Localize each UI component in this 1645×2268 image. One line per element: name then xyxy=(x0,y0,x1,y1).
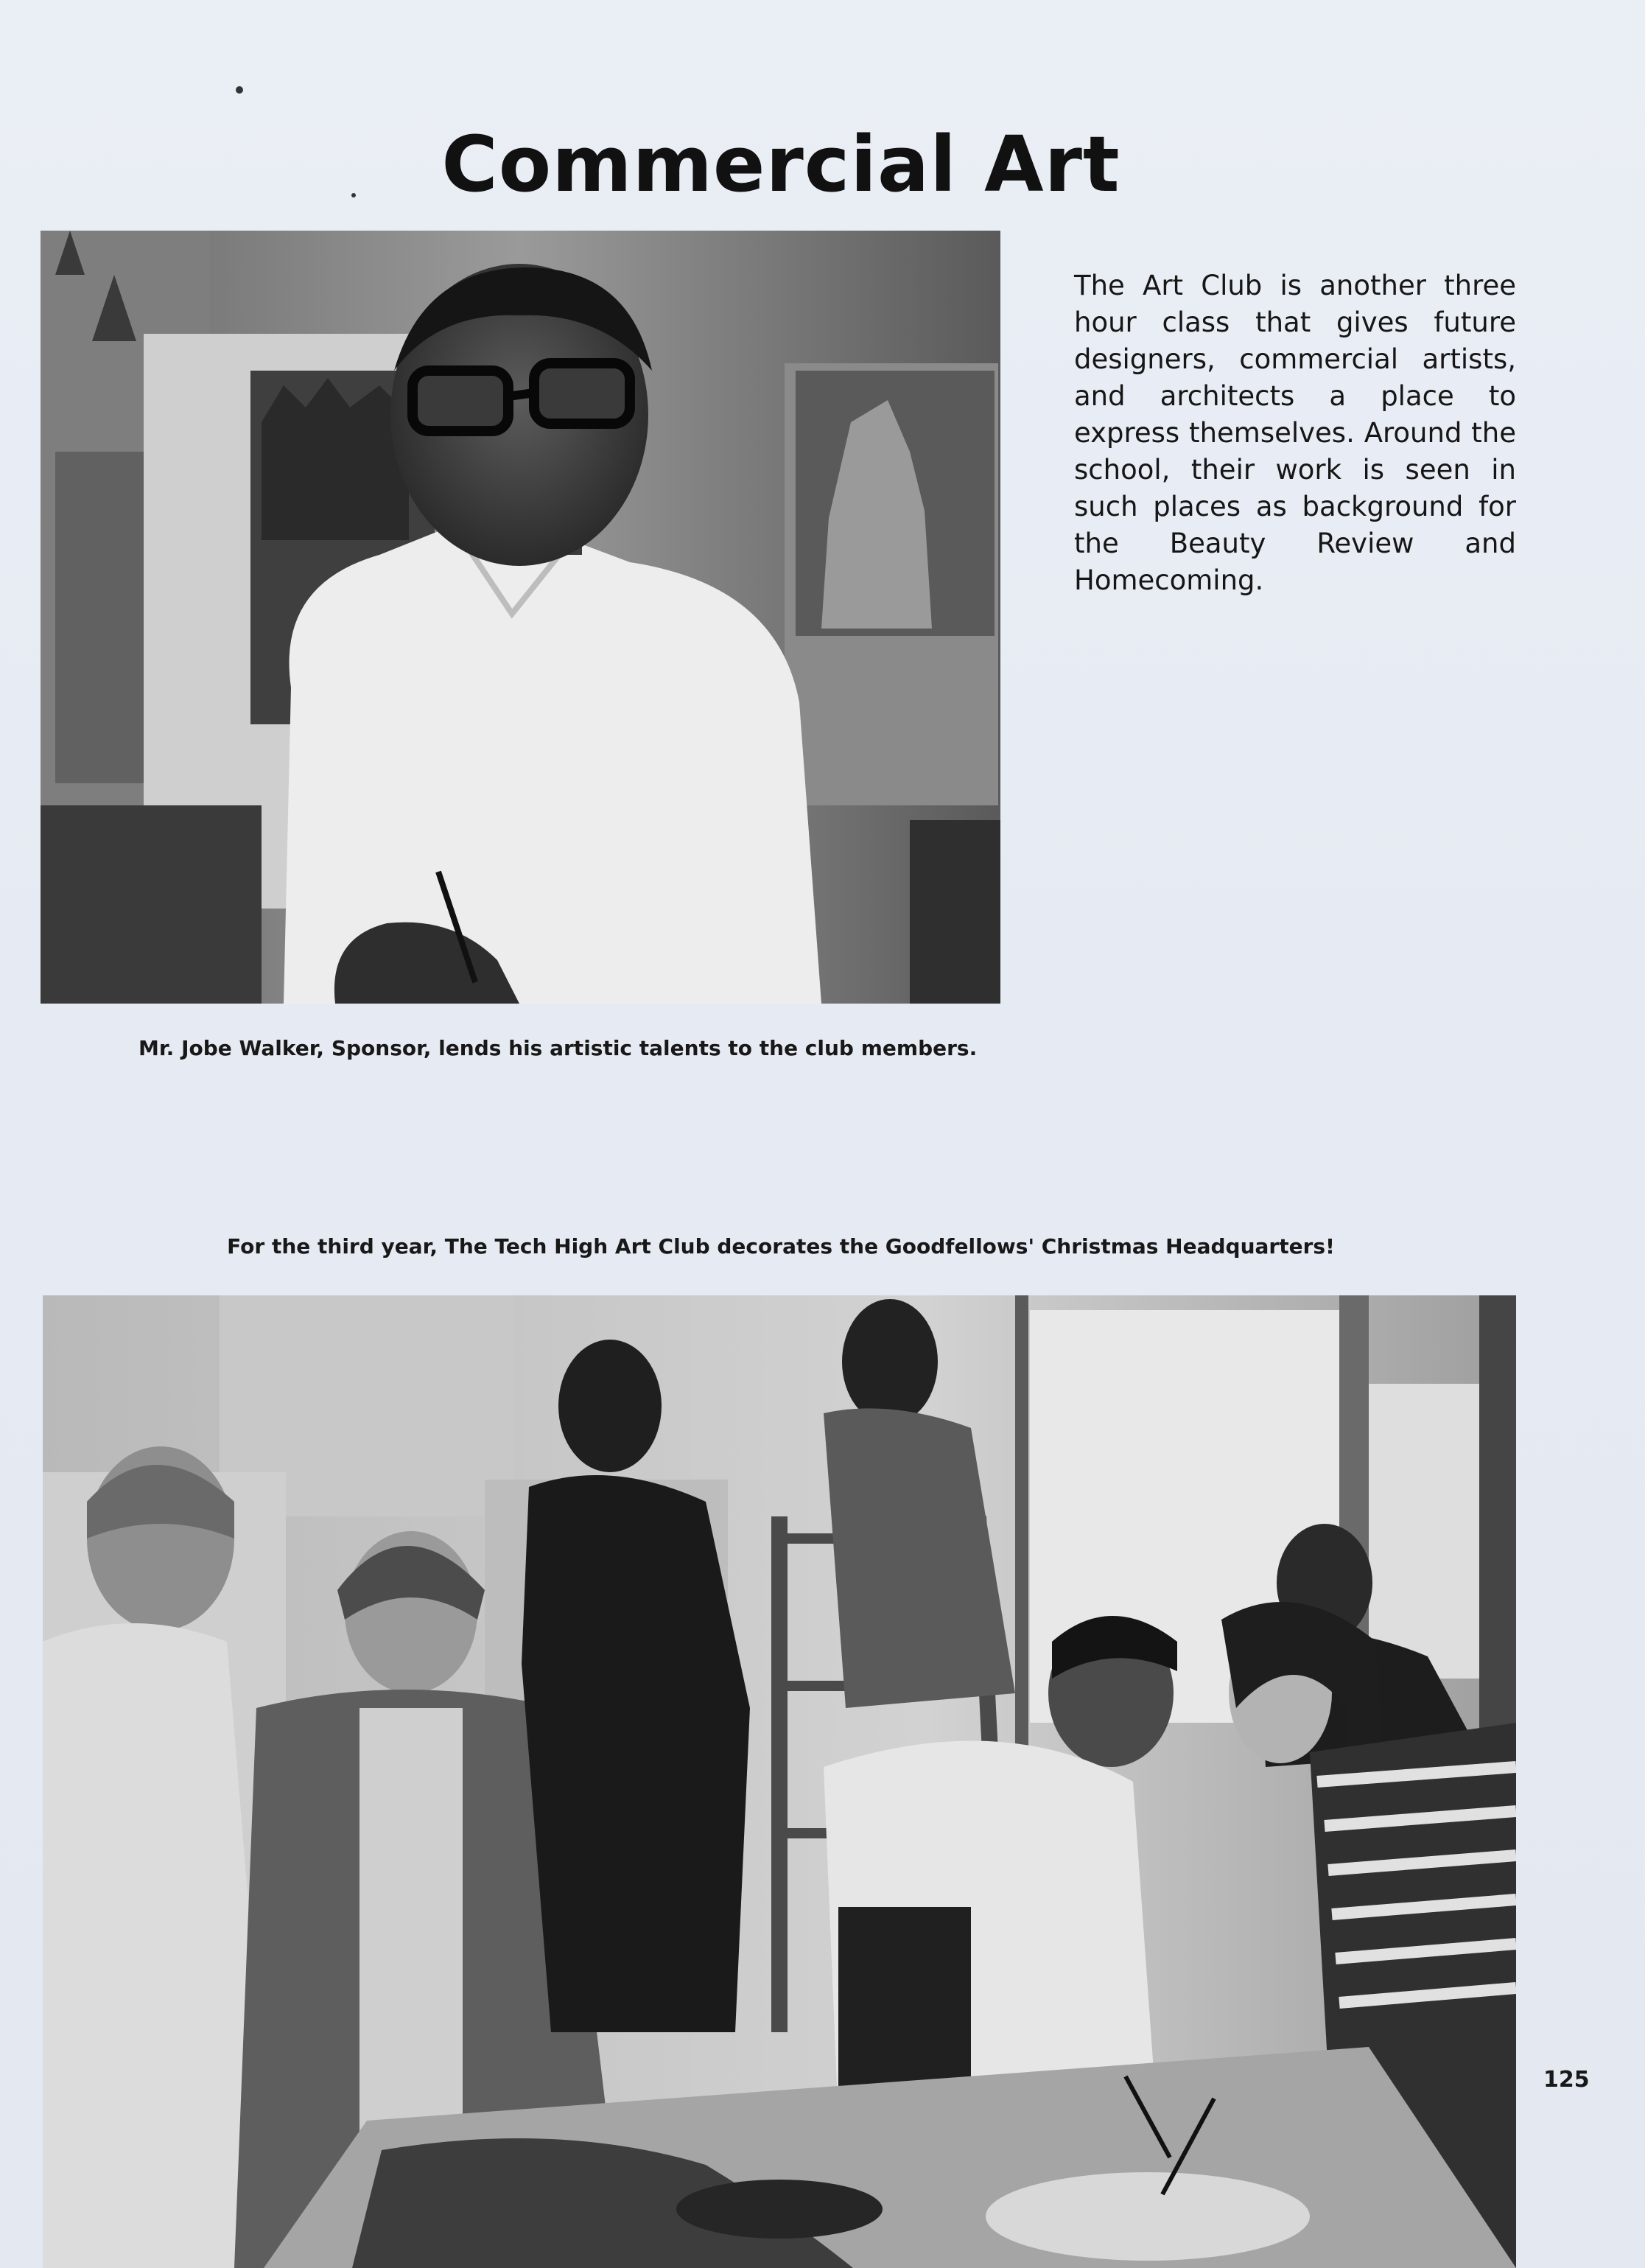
sponsor-photo-graphic xyxy=(41,231,1000,1004)
sponsor-photo xyxy=(41,231,1000,1004)
print-speck xyxy=(236,86,243,94)
sponsor-photo-caption: Mr. Jobe Walker, Sponsor, lends his artistic talents to the club members. xyxy=(138,1036,978,1060)
group-photo-caption: For the third year, The Tech High Art Club decorates the Goodfellows' Christmas Headquarters! xyxy=(227,1234,1335,1259)
page-number: 125 xyxy=(1543,2067,1590,2093)
article-body: The Art Club is another three hour class that gives future designers, commercial artists, and architects a place to express themselves. Around the school, their work is seen in such places as background for the Beauty Review and Homecoming. xyxy=(1074,270,1516,596)
group-photo xyxy=(43,1295,1516,2268)
group-photo-graphic xyxy=(43,1295,1516,2268)
page-title: Commercial Art xyxy=(441,119,1120,209)
